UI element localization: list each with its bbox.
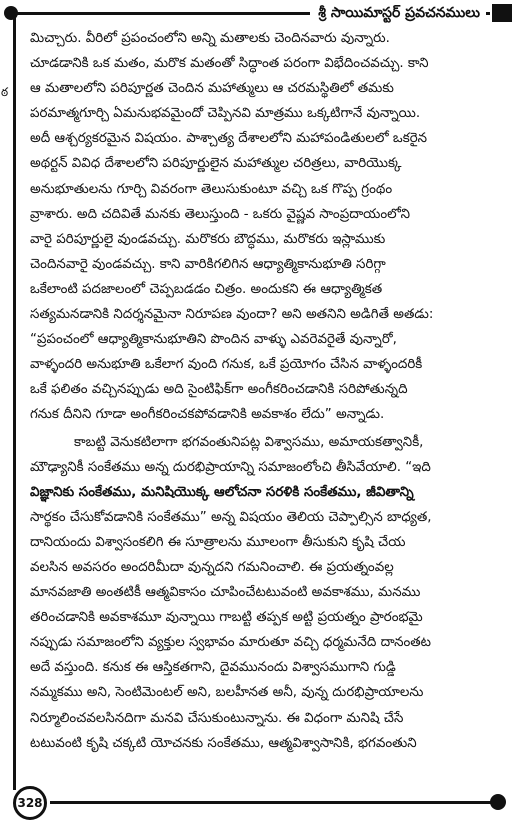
text-line: మిచ్చారు. వీరిలో ప్రపంచంలోని అన్ని మతాలకు చెందినవారు వున్నారు. xyxy=(30,31,390,46)
text-line: ఆ మతాలలోని పరిపూర్ణత చెందిన మహాత్ములు ఆ చరమస్థితిలో తమకు xyxy=(30,81,394,97)
footer-rule xyxy=(50,801,492,804)
footer-ornament-dot xyxy=(490,794,506,810)
text-line: అదీ ఆశ్చర్యకరమైన విషయం. పాశ్చాత్య దేశాలలోని మహాపండితులలో ఒకరైన xyxy=(30,131,428,147)
paragraph-1 xyxy=(30,26,512,428)
text-line: గనుక దీనిని గూడా అంగీకరించకపోవడానికి అవకాశం లేదు” అన్నాడు. xyxy=(30,407,385,423)
header-ornament-block xyxy=(492,4,512,22)
text-line: ఒకే ఫలితం వచ్చినప్పుడు అది సైంటిఫిక్‌గా అంగీకరించడానికి సరిపోతున్నది xyxy=(30,382,408,398)
text-line: వారై పరిపూర్ణులై వుండవచ్చు. మరొకరు బౌద్ధము, మరొకరు ఇస్లాముకు xyxy=(30,231,386,247)
text-line: అదే వస్తుంది. కనుక ఈ ఆస్తికతగాని, దైవమునందు విశ్వాసముగాని గుడ్డి xyxy=(30,660,396,676)
text-line: వాళ్ళందరి అనుభూతి ఒకేలాగ వుంది గనుక, ఒకే ప్రయోగం చేసిన వాళ్ళందరికీ xyxy=(30,357,423,373)
text-line: వ్రాశారు. అది చదివితే మనకు తెలుస్తుంది - ఒకరు వైష్ణవ సాంప్రదాయంలోని xyxy=(30,206,410,222)
text-line: చూడడానికి ఒక మతం, మరొక మతంతో సిద్ధాంత పరంగా విభేదించవచ్చు. కాని xyxy=(30,56,429,72)
text-line: టటువంటి కృషి చక్కటి యోచనకు సంకేతము, ఆత్మవిశ్వాసానికి, భగవంతుని xyxy=(30,735,417,751)
text-line: నిర్మూలించవలసినదిగా మనవి చేసుకుంటున్నాను. ఈ విధంగా మనిషి చేసే xyxy=(30,710,404,726)
text-line: కాబట్టి వెనుకటిలాగా భగవంతునిపట్ల విశ్వాసము, అమాయకత్వానికీ, xyxy=(74,434,424,450)
text-line: అథర్టన్ వివిధ దేశాలలోని పరిపూర్ణులైన మహాత్ముల చరిత్రలు, వారియొక్క xyxy=(30,156,402,172)
text-line: అనుభూతులను గూర్చి వివరంగా తెలుసుకుంటూ వచ్చి ఒక గొప్ప గ్రంథం xyxy=(30,181,393,197)
text-line: విజ్ఞానికు సంకేతము, మనిషియొక్క ఆలోచనా సరళికి సంకేతము, జీవితాన్ని xyxy=(30,484,414,500)
running-header-title: శ్రీ సాయిమాస్టర్ ప్రవచనములు xyxy=(310,1,486,25)
text-line: మౌఢ్యానికీ సంకేతము అన్న దురభిప్రాయాన్ని సమాజంలోంచి తీసివేయాలి. “ఇది xyxy=(30,459,431,475)
text-line: వలసిన అవసరం అందరిమీదా వున్నదని గమనించాలి. ఈ ప్రయత్నంవల్ల xyxy=(30,559,394,575)
text-line: చెందినవారై వుండవచ్చు. కాని వారికిగలిగిన ఆధ్యాత్మికానుభూతి సరిగ్గా xyxy=(30,256,386,272)
text-line: నమ్మకము అని, సెంటిమెంటల్ అని, బలహీనత అనీ, వున్న దురభిప్రాయాలను xyxy=(30,685,424,701)
text-line: నప్పుడు సమాజంలోని వ్యక్తుల స్వభావం మారుతూ వచ్చి ధర్మమనేది దానంతట xyxy=(30,635,432,651)
text-line: దానియందు విశ్వాసంకలిగి ఈ సూత్రాలను మూలంగా తీసుకుని కృషి చేయ xyxy=(30,534,406,550)
margin-rule xyxy=(13,16,16,790)
text-line: “ప్రపంచంలో ఆధ్యాత్మికానుభూతిని పొందిన వాళ్ళు ఎవరెవరైతే వున్నారో, xyxy=(30,332,397,348)
text-line: పరమాత్మగూర్చి ఏమనుభవమైందో చెప్పినవి మాత్రము ఒక్కటిగానే వున్నాయి. xyxy=(30,106,421,122)
text-line: ఒకేలాంటి పదజాలంలో చెప్పబడడం చిత్రం. అందుకని ఈ ఆధ్యాత్మికత xyxy=(30,281,383,297)
page-number: 328 xyxy=(13,786,47,820)
paragraph-2 xyxy=(30,430,512,756)
page-body xyxy=(30,26,512,756)
text-line: సార్థకం చేసుకోవడానికి సంకేతము” అన్న విషయం తెలియ చెప్పాల్సిన బాధ్యత, xyxy=(30,509,432,525)
text-line: సత్యమనడానికి నిదర్శనమైనా నిరూపణ వుందా? అని అతనిని అడిగితే అతడు: xyxy=(30,307,434,323)
text-line: మానవజాతి అంతటికీ ఆత్మవికాసం చూపించేటటువంటి అవకాశము, మనము xyxy=(30,585,421,601)
text-line: తరించడానికి అవకాశమూ వున్నాయి గాబట్టి తప్పక అట్టి ప్రయత్నం ప్రారంభమై xyxy=(30,610,423,626)
margin-mark: ఠ xyxy=(1,85,9,99)
